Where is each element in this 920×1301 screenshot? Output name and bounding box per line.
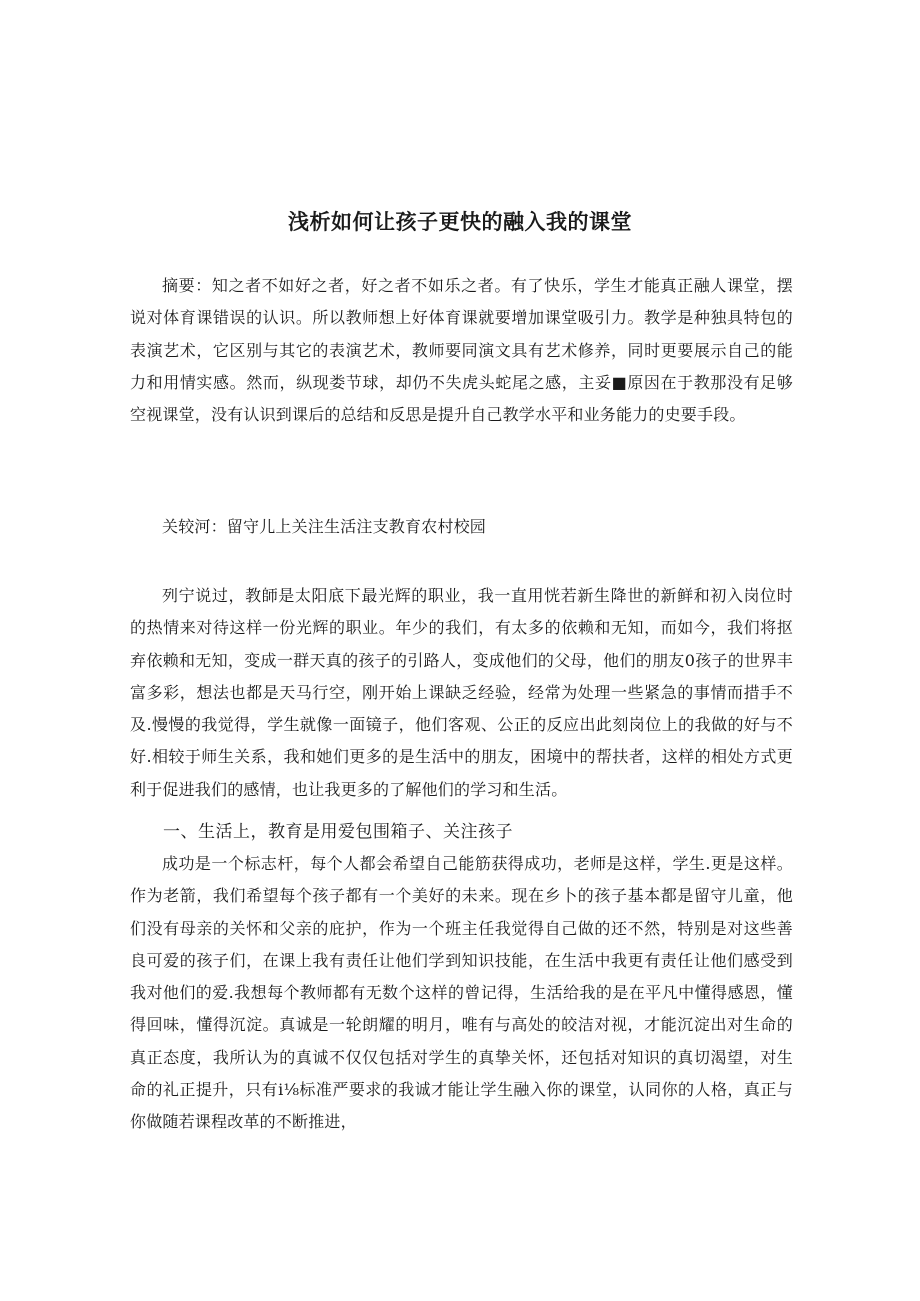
section-body-paragraph: 成功是一个标志杆，每个人都会希望自己能筋获得成功，老师是这样，学生.更是这样。作为老箭，我们希望每个孩子都有一个美好的未来。现在乡卜的孩子基本都是留守儿童，他们没有母亲的关怀和父亲的庇护，作为一个班主任我觉得自己做的还不然，特别是对这些善良可爱的孩子们，在课上我有责任让他们学到知识技能，在生活中我更有责任让他们感受到我对他们的爱.我想每个教师都有无数个这样的曾记得，生活给我的是在平凡中懂得感恩，懂得回味，懂得沉淀。真诚是一轮朗耀的明月，唯有与高处的皎洁对视，才能沉淀出对生命的真正态度，我所认为的真诚不仅仅包括对学生的真挚关怀，还包括对知识的真切渴望，对生命的礼正提升，只有i⅛标准严要求的我诚才能让学生融入你的课堂，认同你的人格，真正与你做随若课程改革的不断推进，	[130, 854, 793, 1132]
section-heading: 一、生活上，教育是用爱包围箱子、关注孩子	[163, 822, 513, 842]
intro-paragraph: 列宁说过，教師是太阳底下最光辉的职业，我一直用恍若新生降世的新鲜和初入岗位时的热情来对待这样一份光辉的职业。年少的我们，有太多的依赖和无知，而如今，我们将抠弃依赖和无知，变成一群天真的孩子的引路人，变成他们的父母，他们的朋友0孩子的世界丰富多彩，想法也都是天马行空，刚开始上课缺乏经验，经常为处理一些紧急的事情而措手不及.慢慢的我觉得，学生就像一面镜子，他们客观、公正的反应出此刻岗位上的我做的好与不好.相较于师生关系，我和她们更多的是生活中的朋友，困境中的帮扶者，这样的相处方式更利于促进我们的感情，也让我更多的了解他们的学习和生活。	[130, 586, 793, 799]
abstract-paragraph: 摘要：知之者不如好之者，好之者不如乐之者。有了快乐，学生才能真正融人课堂，摆说对体育课错误的认识。所以教师想上好体育课就要增加课堂吸引力。教学是种独具特包的表演艺术，它区别与其它的表演艺术，教师要同演文具有艺术修养，同时更要展示自己的能力和用情实感。然而，纵现娄节球，却仍不失虎头蛇尾之感，主妥■原因在于教那没有足够空视课堂，没有认识到课后的总结和反思是提升自己教学水平和业务能力的史要手段。	[130, 276, 793, 425]
keywords-line: 关较河：留守儿上关注生活注支教育农村校园	[162, 517, 487, 536]
page-title: 浅析如何让孩子更快的融入我的课堂	[288, 210, 632, 234]
